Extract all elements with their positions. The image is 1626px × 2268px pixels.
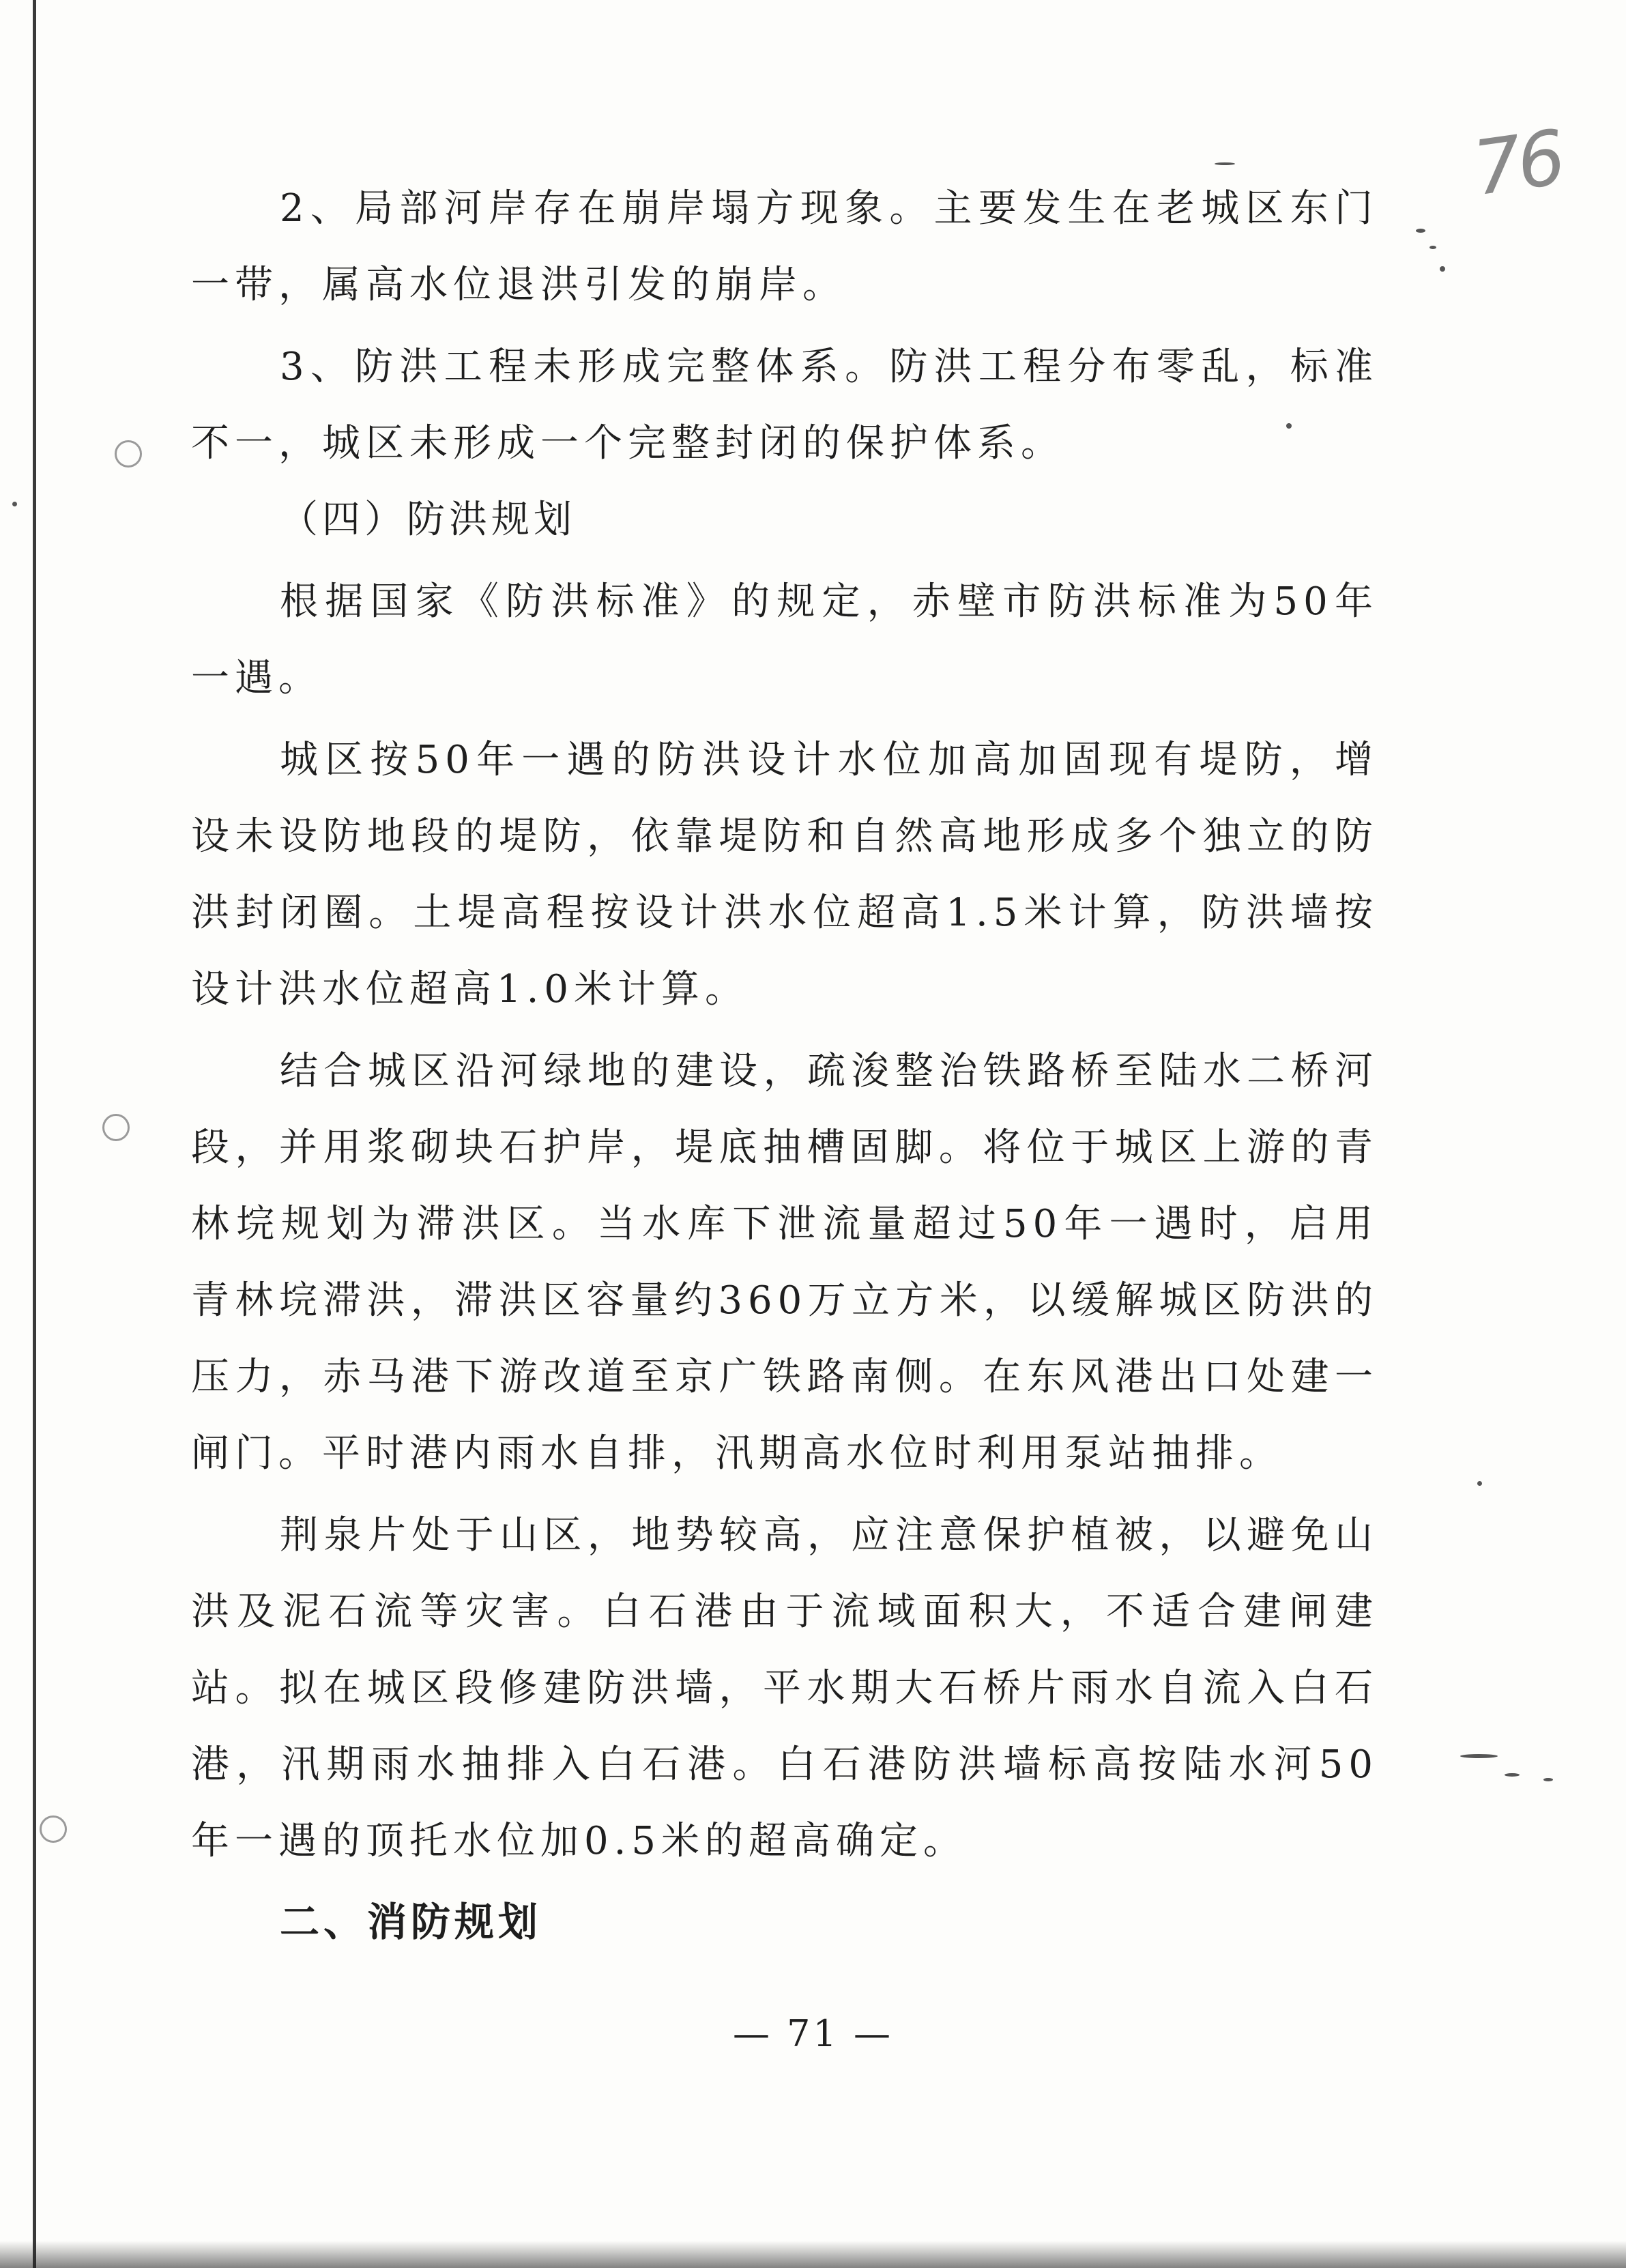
document-body <box>191 171 1378 2000</box>
scan-speck <box>1416 229 1425 233</box>
scan-speck <box>1429 246 1436 249</box>
page-number: — 71 — <box>732 2012 894 2055</box>
binding-edge <box>33 0 36 2268</box>
punch-hole <box>40 1815 67 1843</box>
scan-speck <box>1477 1481 1482 1486</box>
scan-speck <box>1543 1778 1553 1781</box>
scan-speck <box>12 502 17 506</box>
handwritten-page-number: 76 <box>1468 113 1567 213</box>
body-paragraph: 2、局部河岸存在崩岸塌方现象。主要发生在老城区东门一带，属高水位退洪引发的崩岸。 <box>191 186 1378 307</box>
body-paragraph: 根据国家《防洪标准》的规定，赤壁市防洪标准为50年一遇。 <box>191 579 1378 700</box>
body-paragraph: 结合城区沿河绿地的建设，疏浚整治铁路桥至陆水二桥河段，并用浆砌块石护岸，堤底抽槽固脚。将位于城区上游的青林垸规划为滞洪区。当水库下泄流量超过50年一遇时，启用青林垸滞洪，滞洪区容量约360万立方米，以缓解城区防洪的压力，赤马港下游改道至京广铁路南侧。在东风港出口处建一闸门。平时港内雨水自排，汛期高水位时利用泵站抽排。 <box>191 1049 1378 1476</box>
body-paragraph: 3、防洪工程未形成完整体系。防洪工程分布零乱，标准不一，城区未形成一个完整封闭的保护体系。 <box>191 345 1378 465</box>
scan-shadow <box>0 2241 1626 2268</box>
body-paragraph: 城区按50年一遇的防洪设计水位加高加固现有堤防，增设未设防地段的堤防，依靠堤防和自然高地形成多个独立的防洪封闭圈。土堤高程按设计洪水位超高1.5米计算，防洪墙按设计洪水位超高1.0米计算。 <box>191 738 1378 1011</box>
punch-hole <box>102 1114 130 1141</box>
scan-speck <box>1215 162 1235 165</box>
punch-hole <box>115 440 142 468</box>
scan-speck <box>1440 266 1445 272</box>
scan-speck <box>1460 1754 1498 1758</box>
section-heading: 二、消防规划 <box>280 1899 542 1945</box>
subsection-heading: （四）防洪规划 <box>280 498 576 542</box>
scan-speck <box>1505 1773 1520 1777</box>
body-paragraph: 荆泉片处于山区，地势较高，应注意保护植被，以避免山洪及泥石流等灾害。白石港由于流域面积大，不适合建闸建站。拟在城区段修建防洪墙，平水期大石桥片雨水自流入白石港，汛期雨水抽排入白石港。白石港防洪墙标高按陆水河50年一遇的顶托水位加0.5米的超高确定。 <box>191 1513 1378 1863</box>
